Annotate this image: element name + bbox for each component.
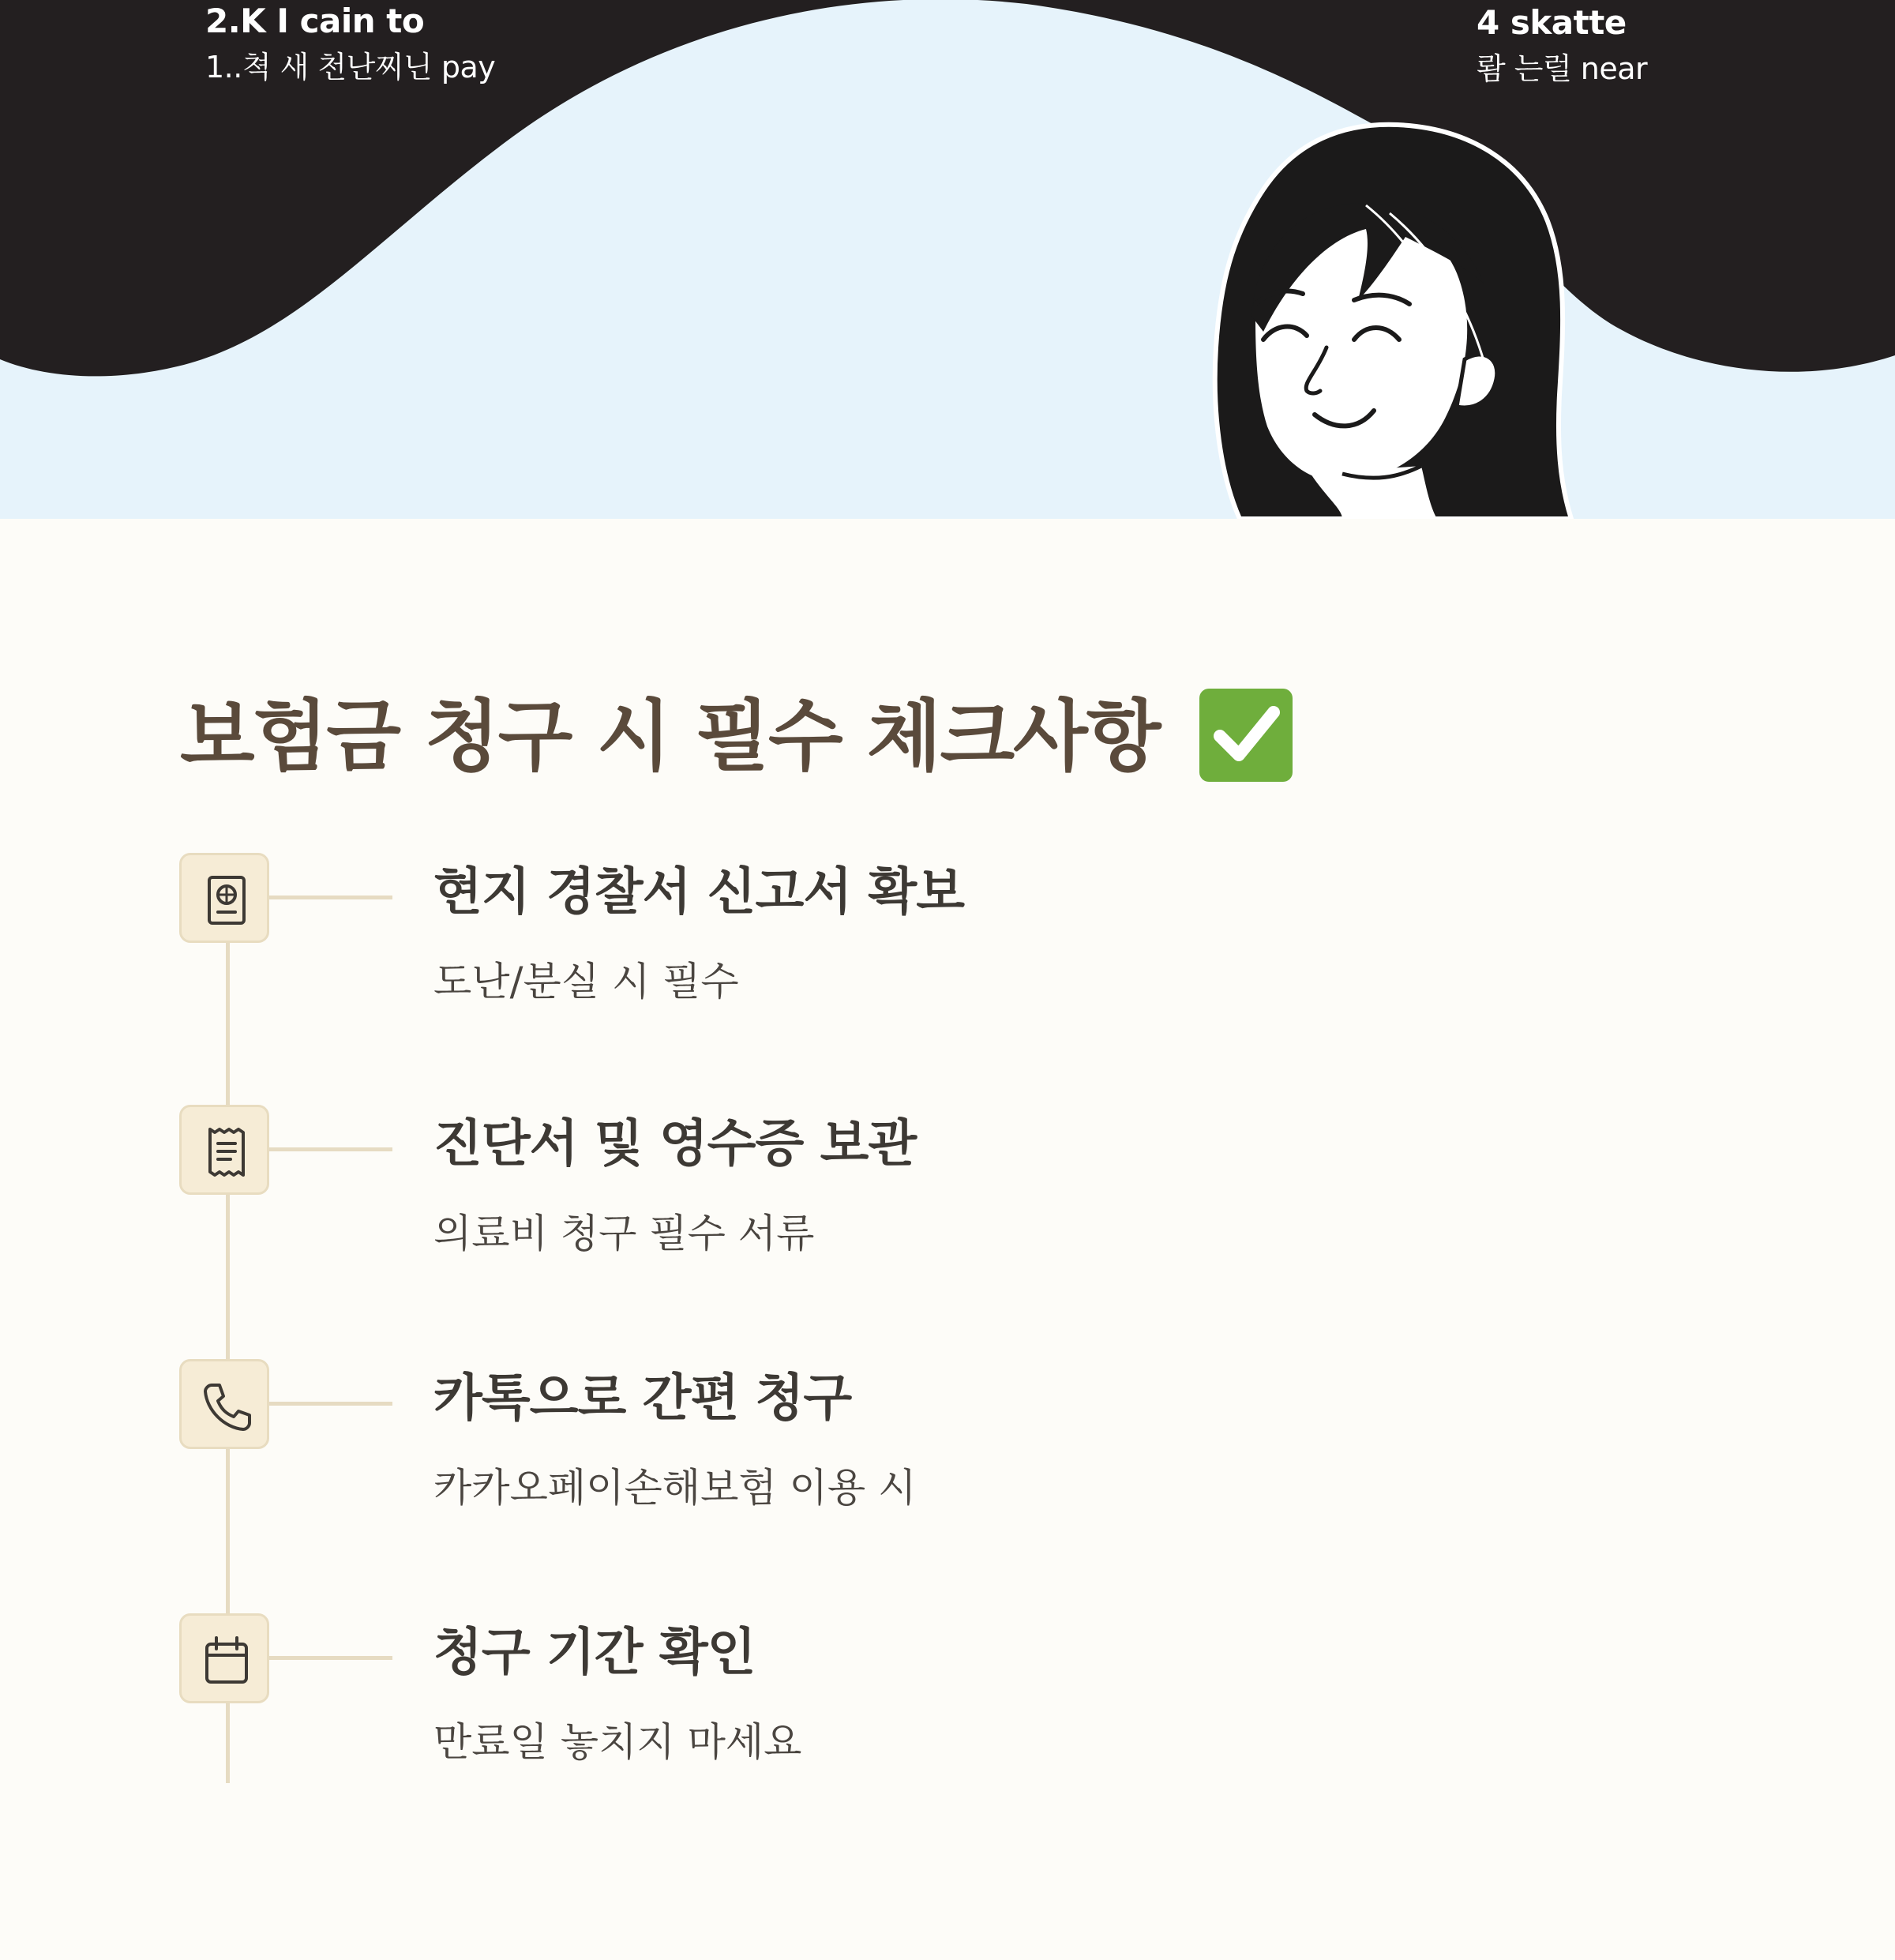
hero-caption-right [1477, 3, 1648, 86]
step-connector [269, 1656, 392, 1660]
checklist-title [180, 691, 1293, 788]
calendar-icon [179, 1613, 269, 1703]
checklist-item [0, 1105, 1895, 1263]
hero-caption-left [205, 2, 496, 84]
hero-caption-right-line1: 4 skatte [1477, 3, 1627, 42]
checklist-item-description: 도난/분실 시 필수 [433, 959, 739, 1004]
checklist-item [0, 853, 1895, 1011]
checklist-item-description: 카카오페이손해보험 이용 시 [433, 1465, 917, 1511]
hero-caption-left-line1: 2.K I cain to [205, 2, 425, 40]
hero-illustration [0, 0, 1895, 519]
woman-illustration [1215, 125, 1571, 519]
checklist-item-description: 의료비 청구 필수 서류 [433, 1211, 815, 1256]
checklist-item-title: 진단서 및 영수증 보관 [433, 1115, 917, 1173]
step-connector [269, 1402, 392, 1406]
step-connector [269, 896, 392, 899]
check-mark-button-icon [1199, 689, 1293, 782]
phone-icon [179, 1359, 269, 1449]
checklist-title-text: 보험금 청구 시 필수 체크사항 [180, 691, 1160, 782]
checklist-item-description: 만료일 놓치지 마세요 [433, 1719, 802, 1765]
hero-caption-left-line2: 1..쳑 새 천난찌닌 pay [205, 50, 496, 84]
step-connector [269, 1147, 392, 1151]
receipt-icon [179, 1105, 269, 1195]
hero-caption-right-line2: 뢈 는럴 near [1477, 51, 1648, 86]
checklist-item-title: 현지 경찰서 신고서 확보 [433, 863, 965, 922]
checklist-item-title: 청구 기간 확인 [433, 1624, 756, 1682]
checklist-item-title: 카톡으로 간편 청구 [433, 1369, 852, 1428]
checklist-item [0, 1359, 1895, 1517]
checklist-item [0, 1613, 1895, 1771]
passport-icon [179, 853, 269, 943]
